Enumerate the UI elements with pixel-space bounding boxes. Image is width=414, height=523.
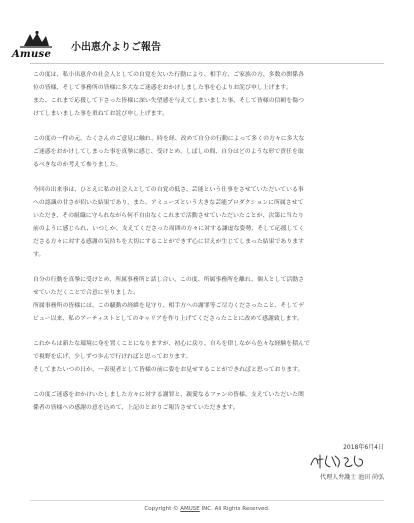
text-line: す。	[33, 252, 45, 258]
text-line: いただき、その組織に守られながら何不自由なくこれまで活動させていただいたことが、次第に当たり	[33, 213, 304, 219]
text-line: 前のように感じられ、いつしか、支えてくださった周囲の方々に対する謙虚な姿勢、そして応援してく	[33, 226, 305, 232]
paragraph	[33, 184, 385, 262]
text-line: この度の一件の元、たくさんのご意見に触れ、時を経、改めて自分の行動によって多くの方々に多大な	[33, 136, 305, 142]
text-line: ご迷惑をおかけしてしまった事を真摯に感じ、受けとめ、しばしの間、自分はどのような形で責任を取	[33, 149, 304, 155]
header-divider	[30, 63, 384, 64]
paragraph	[33, 338, 385, 377]
copyright-prefix: Copyright ©	[144, 506, 181, 512]
copyright-footer	[0, 506, 414, 512]
text-line: るべきなのか考えて参りました。	[33, 162, 122, 168]
page-title: 小出恵介よりご報告	[71, 41, 161, 53]
paragraph	[33, 133, 385, 172]
signer-name: 代理人弁護士 池田 尚弘	[320, 474, 384, 481]
logo-text: Amuse	[12, 49, 52, 60]
amuse-mascot-icon	[16, 30, 56, 50]
text-line: 自分の行動を真摯に受けとめ、所属事務所と話し合い、この度、所属事務所を離れ、個人として活動さ	[33, 277, 305, 283]
copyright-suffix: INC. All Rights Reserved.	[199, 506, 270, 512]
text-line: この度ご迷惑をおかけいたしました方々に対する謝罪と、親愛なるファンの皆様、支えていただいた関	[33, 392, 304, 398]
amuse-logo	[10, 30, 65, 60]
text-line: この度は、私小出恵介の社会人としての自覚を欠いた行動により、相手方、ご家族の方、多数の関係各	[33, 72, 304, 78]
text-line: せていただくことで合意に至りました。	[33, 290, 140, 296]
text-line: ビュー以来、私のアーティストとしてのキャリアを作り上げてくださったことに改めて感謝致します。	[33, 316, 303, 322]
text-line: 所属事務所の皆様には、この騒動の経緯を見守り、相手方への謝罪等ご尽力くださったこと、そしてデ	[33, 303, 304, 309]
text-line: 今回の出来事は、ひとえに私の社会人としての自覚の低さ、芸能という仕事をさせていただいている事	[33, 187, 304, 193]
paragraph	[33, 389, 385, 415]
statement-date: 2018年6月4日	[343, 444, 384, 451]
text-line: ださる方々に対する感謝の気持ちを大切にすることができず心に甘えが生じてしまった結果であります	[33, 239, 304, 245]
handwritten-signature-icon	[308, 450, 368, 472]
paragraph	[33, 69, 385, 121]
text-line: 係者の皆様への感謝の意を込めて、上記のとおりご報告させていただきます。	[33, 405, 239, 411]
text-line: けてしまいました事を重ねてお詫び申し上げます。	[33, 111, 168, 117]
statement-body	[33, 69, 385, 415]
text-line: 位の皆様、そして事務所の皆様に多大なご迷惑をおかけしました事を心よりお詫び申し上げます。	[33, 85, 292, 91]
amuse-link[interactable]: AMUSE	[180, 506, 200, 512]
text-line: で視野を広げ、少しずつ歩んで行ければと思っております。	[33, 354, 192, 360]
footer-divider	[30, 500, 384, 501]
text-line: これからは新たな環境に身を置くことになりますが、初心に戻り、自らを律しながら色々な経験を積んで	[33, 341, 310, 347]
text-line: そしてまたいつの日か、一表現者として皆様の前に姿をお見せすることができればと思っております。	[33, 367, 304, 373]
paragraph	[33, 274, 385, 326]
text-line: への認識の甘さが招いた結果であり、また、アミューズという大きな芸能プロダクションに所属させて	[33, 200, 304, 206]
page-header	[10, 30, 161, 60]
text-line: また、これまで応援して下さった皆様に深い失望感を与えてしまいました事、そして皆様の信頼を傷つ	[33, 98, 304, 104]
